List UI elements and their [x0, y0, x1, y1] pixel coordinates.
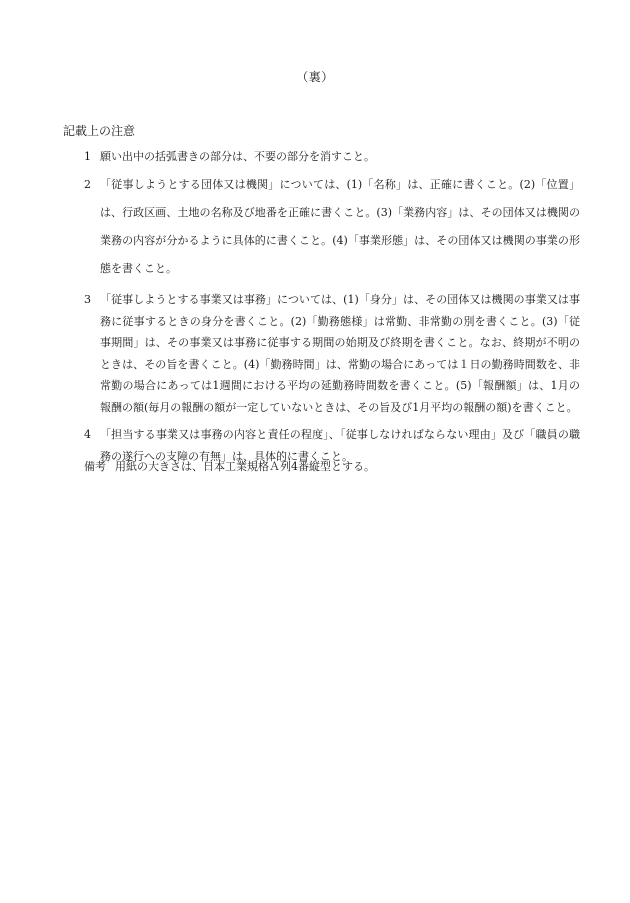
- note-number: 3: [84, 293, 91, 306]
- remark-label: 備考: [84, 460, 106, 473]
- note-number: 4: [84, 428, 91, 441]
- note-text: 願い出中の括弧書きの部分は、不要の部分を消すこと。: [100, 150, 375, 163]
- note-text: 「担当する事業又は事務の内容と責任の程度」、「従事しなければならない理由」及び「職員の職務の遂行への支障の有無」は、具体的に書くこと。: [100, 428, 580, 463]
- remark: [84, 458, 375, 474]
- section-heading: 記載上の注意: [63, 124, 136, 138]
- notes-list: [84, 146, 580, 468]
- remark-text: 用紙の大きさは、日本工業規格Ａ列4番縦型とする。: [115, 460, 375, 473]
- page-title: （裏）: [296, 70, 334, 84]
- note-text: 「従事しようとする団体又は機関」については、(1)「名称」は、正確に書くこと。(2)「位置」は、行政区画、土地の名称及び地番を正確に書くこと。(3)「業務内容」は、その団体又は機関の業務の内容が分かるように具体的に書くこと。(4)「事業形態」は、その団体又は機関の事業の形態を書くこと。: [100, 178, 580, 275]
- note-number: 2: [84, 178, 91, 191]
- note-item: [84, 171, 580, 283]
- note-text: 「従事しようとする事業又は事務」については、(1)「身分」は、その団体又は機関の事業又は事務に従事するときの身分を書くこと。(2)「勤務態様」は常勤、非常勤の別を書くこと。(3)「従事期間」は、その事業又は事務に従事する期間の始期及び終期を書くこと。なお、終期が不明のときは、その旨を書くこと。(4)「勤務時間」は、常勤の場合にあっては１日の勤務時間数を、非常勤の場合にあっては1週間における平均の延勤務時間数を書くこと。(5)「報酬額」は、1月の報酬の額(毎月の報酬の額が一定していないときは、その旨及び1月平均の報酬の額)を書くこと。: [100, 293, 580, 414]
- note-number: 1: [84, 150, 91, 163]
- note-item: [84, 146, 580, 168]
- note-item: [84, 289, 580, 418]
